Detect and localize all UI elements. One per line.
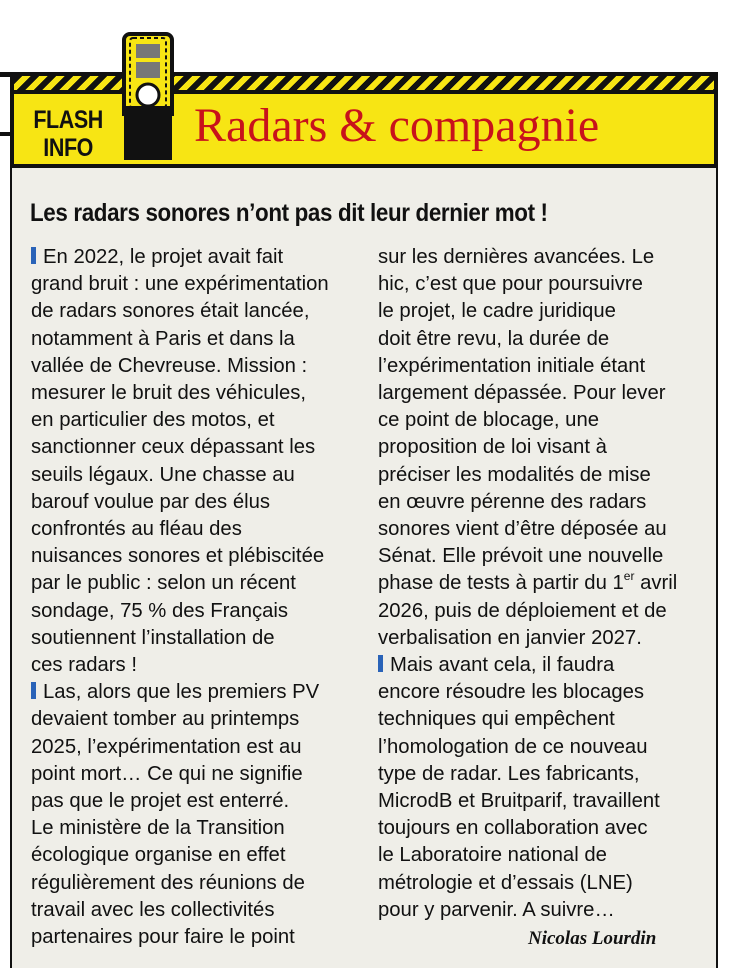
line-text: l’homologation de ce nouveau [378,735,648,758]
article-line [378,734,718,761]
line-text: Le ministère de la Transition [31,817,285,840]
article-line [378,326,718,353]
article-line [378,870,718,897]
line-text: largement dépassée. Pour lever [378,382,666,405]
line-text: le Laboratoire national de [378,844,607,867]
line-text: notamment à Paris et dans la [31,327,295,350]
article-line [378,598,718,625]
line-text: pour y parvenir. A suivre… [378,898,615,921]
line-text: doit être revu, la durée de [378,327,610,350]
article-line [31,897,351,924]
article-line [378,679,718,706]
paragraph-bullet-icon [378,655,383,672]
article-line [31,244,351,271]
article-column-2 [378,244,718,924]
line-text: travail avec les collectivités [31,898,275,921]
flash-text: FLASH [33,106,103,134]
article-line [31,679,351,706]
line-text: 2025, l’expérimentation est au [31,735,302,758]
line-text: l’expérimentation initiale étant [378,354,646,377]
article-line [31,570,351,597]
paragraph-bullet-icon [31,682,36,699]
flash-info-label [32,106,104,162]
line-text: phase de tests à partir du 1 [378,572,624,595]
line-text: sanctionner ceux dépassant les [31,436,316,459]
line-text: point mort… Ce qui ne signifie [31,762,303,785]
article-line [31,353,351,380]
article-line [31,842,351,869]
article-line [378,462,718,489]
banner-title: Radars & compagnie [194,99,600,152]
article-line [378,298,718,325]
line-text: en œuvre pérenne des radars [378,490,647,513]
line-text: hic, c’est que pour poursuivre [378,273,643,296]
article-line [31,761,351,788]
article-line [378,244,718,271]
article-line [31,815,351,842]
line-text: sondage, 75 % des Français [31,599,289,622]
article-line [31,543,351,570]
article-line [378,815,718,842]
article-line [378,407,718,434]
article-line [31,706,351,733]
line-text: ce point de blocage, une [378,409,600,432]
article-line [31,734,351,761]
line-text: Mais avant cela, il faudra [390,654,615,677]
article-line [378,842,718,869]
line-text: En 2022, le projet avait fait [43,246,284,268]
line-text: partenaires pour faire le point [31,926,295,949]
line-text: de radars sonores était lancée, [31,300,310,323]
article-line [378,706,718,733]
line-text: barouf voulue par des élus [31,490,271,513]
article-line [31,788,351,815]
line-text: type de radar. Les fabricants, [378,762,640,785]
paragraph-bullet-icon [31,247,36,264]
article-line [31,298,351,325]
article-line [378,489,718,516]
line-text: en particulier des motos, et [31,409,275,432]
banner [10,72,718,168]
article-line [31,516,351,543]
line-text: verbalisation en janvier 2027. [378,626,642,649]
line-text: proposition de loi visant à [378,436,607,459]
line-text: confrontés au fléau des [31,518,242,541]
article-line [378,380,718,407]
line-text: avril [634,572,678,595]
article-line [31,434,351,461]
article-line [378,543,718,570]
line-text: métrologie et d’essais (LNE) [378,871,633,894]
article-line [378,788,718,815]
article-line [31,462,351,489]
line-text: nuisances sonores et plébiscitée [31,545,325,568]
line-text: seuils légaux. Une chasse au [31,463,295,486]
line-text: grand bruit : une expérimentation [31,273,329,296]
article-line [378,625,718,652]
article-line [378,271,718,298]
article-line [31,407,351,434]
line-text: régulièrement des réunions de [31,871,305,894]
line-text: Sénat. Elle prévoit une nouvelle [378,545,664,568]
article-line [378,897,718,924]
article-line [31,625,351,652]
article-headline: Les radars sonores n’ont pas dit leur dernier mot ! [30,199,548,227]
article-line [378,516,718,543]
line-text: mesurer le bruit des véhicules, [31,382,307,405]
line-text: Las, alors que les premiers PV [43,681,320,704]
article-column-1 [31,244,351,951]
article-line [31,924,351,951]
article-line [31,870,351,897]
article-line [378,434,718,461]
article-line [31,489,351,516]
article-line [31,652,351,679]
article-line [31,326,351,353]
line-text: devaient tomber au printemps [31,708,300,731]
article-line [378,652,718,679]
line-text: préciser les modalités de mise [378,463,651,486]
line-text: le projet, le cadre juridique [378,300,616,323]
line-text: ces radars ! [31,654,137,677]
article-line [378,761,718,788]
line-text: techniques qui empêchent [378,708,615,731]
article-line [31,380,351,407]
line-text: sonores vient d’être déposée au [378,518,667,541]
line-text: vallée de Chevreuse. Mission : [31,354,308,377]
hazard-stripe [14,76,714,94]
line-text: pas que le projet est enterré. [31,790,290,813]
line-text: encore résoudre les blocages [378,681,645,704]
line-text: 2026, puis de déploiement et de [378,599,667,622]
ordinal-superscript: er [623,569,635,584]
line-text: par le public : selon un récent [31,572,296,595]
line-text: soutiennent l’installation de [31,626,275,649]
line-text: sur les dernières avancées. Le [378,246,655,268]
line-text: MicrodB et Bruitparif, travaillent [378,790,660,813]
author-signature: Nicolas Lourdin [528,928,657,949]
article-line [378,570,718,597]
line-text: écologique organise en effet [31,844,286,867]
article-line [31,271,351,298]
line-text: toujours en collaboration avec [378,817,648,840]
article-line [31,598,351,625]
info-text: INFO [43,134,93,162]
article-line [378,353,718,380]
traffic-light-icon [120,32,176,164]
